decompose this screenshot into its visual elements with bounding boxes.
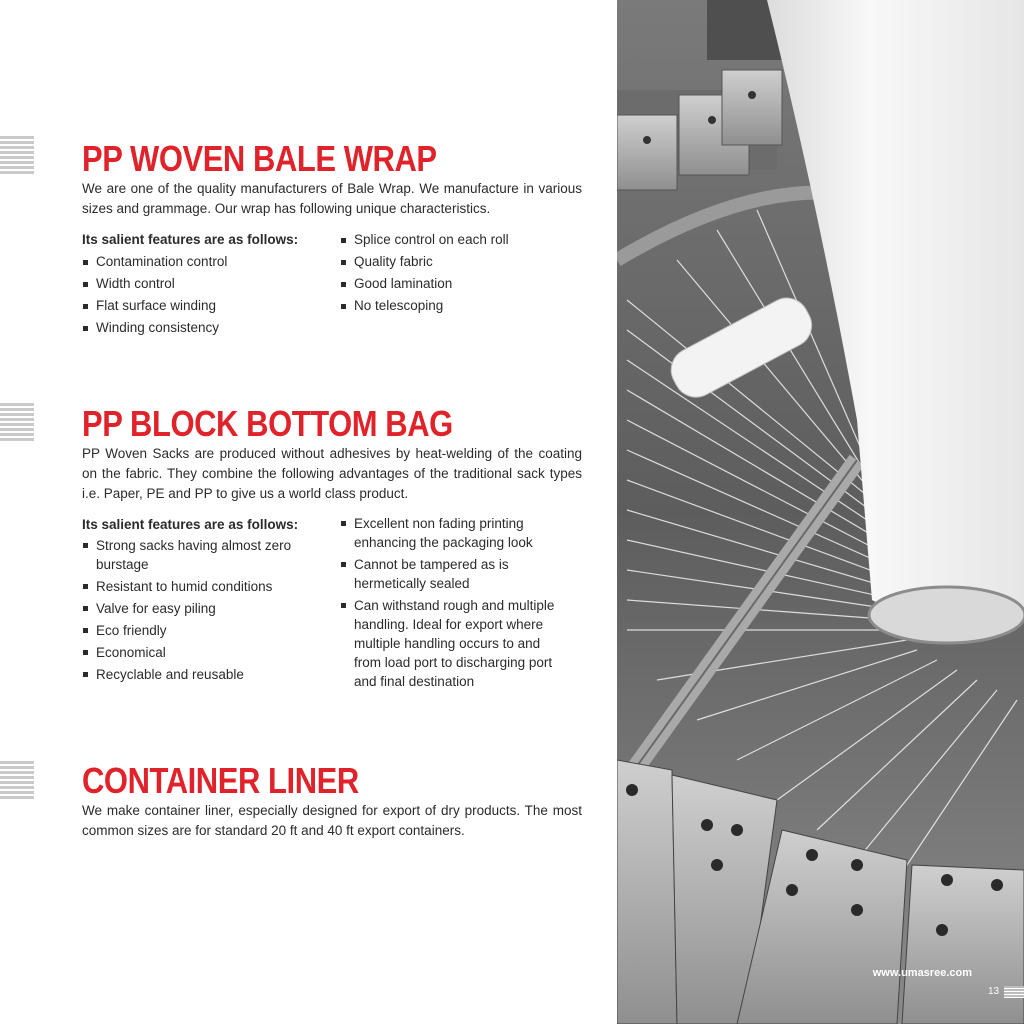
list-item: Quality fabric — [340, 251, 580, 273]
list-item: Width control — [82, 273, 340, 295]
list-item: Contamination control — [82, 251, 340, 273]
container-liner-heading: CONTAINER LINER — [82, 760, 359, 801]
block-bottom-features — [82, 514, 582, 694]
bale-wrap-heading: PP WOVEN BALE WRAP — [82, 138, 437, 179]
bale-wrap-section — [82, 139, 582, 339]
block-bottom-features-right — [340, 514, 565, 694]
block-bottom-left-list — [82, 536, 332, 684]
page-number: 13 — [988, 986, 1000, 997]
section-marker-block-bottom — [0, 403, 34, 441]
list-item: Can withstand rough and multiple handling. Ideal for export where multiple handling occurs to and from load port to discharging port and final destination — [340, 596, 565, 691]
container-liner-section — [82, 761, 582, 841]
list-item: Valve for easy piling — [82, 599, 332, 618]
loom-illustration — [617, 0, 1024, 1024]
bale-wrap-right-list — [340, 229, 580, 317]
list-item: Winding consistency — [82, 317, 340, 339]
website-url: www.umasree.com — [872, 967, 972, 979]
block-bottom-description: PP Woven Sacks are produced without adhesives by heat-welding of the coating on the fabric. They combine the following advantages of the traditional sack types i.e. Paper, PE and PP to give us a world class product. — [82, 446, 582, 501]
section-marker-container-liner — [0, 761, 34, 799]
circular-loom-photo — [617, 0, 1024, 1024]
list-item: Good lamination — [340, 273, 580, 295]
block-bottom-section — [82, 404, 582, 694]
list-item: Flat surface winding — [82, 295, 340, 317]
block-bottom-features-title: Its salient features are as follows: — [82, 517, 299, 532]
bale-wrap-features-right — [340, 229, 580, 339]
list-item: Resistant to humid conditions — [82, 577, 332, 596]
page-number-marker — [1004, 986, 1024, 998]
section-marker-bale-wrap — [0, 136, 34, 174]
list-item: Excellent non fading printing enhancing the packaging look — [340, 514, 565, 552]
list-item: Strong sacks having almost zero burstage — [82, 536, 332, 574]
block-bottom-features-left — [82, 514, 332, 694]
list-item: Cannot be tampered as is hermetically sealed — [340, 555, 565, 593]
list-item: Economical — [82, 643, 332, 662]
bale-wrap-description: We are one of the quality manufacturers of Bale Wrap. We manufacture in various sizes and grammage. Our wrap has following unique characteristics. — [82, 181, 582, 216]
bale-wrap-features-left — [82, 229, 340, 339]
bale-wrap-left-list — [82, 251, 340, 339]
bale-wrap-features-title: Its salient features are as follows: — [82, 232, 299, 247]
bale-wrap-features — [82, 229, 582, 339]
list-item: Recyclable and reusable — [82, 665, 332, 684]
block-bottom-heading: PP BLOCK BOTTOM BAG — [82, 403, 453, 444]
list-item: Splice control on each roll — [340, 229, 580, 251]
list-item: No telescoping — [340, 295, 580, 317]
container-liner-description: We make container liner, especially designed for export of dry products. The most common sizes are for standard 20 ft and 40 ft export containers. — [82, 803, 582, 838]
block-bottom-right-list — [340, 514, 565, 691]
list-item: Eco friendly — [82, 621, 332, 640]
